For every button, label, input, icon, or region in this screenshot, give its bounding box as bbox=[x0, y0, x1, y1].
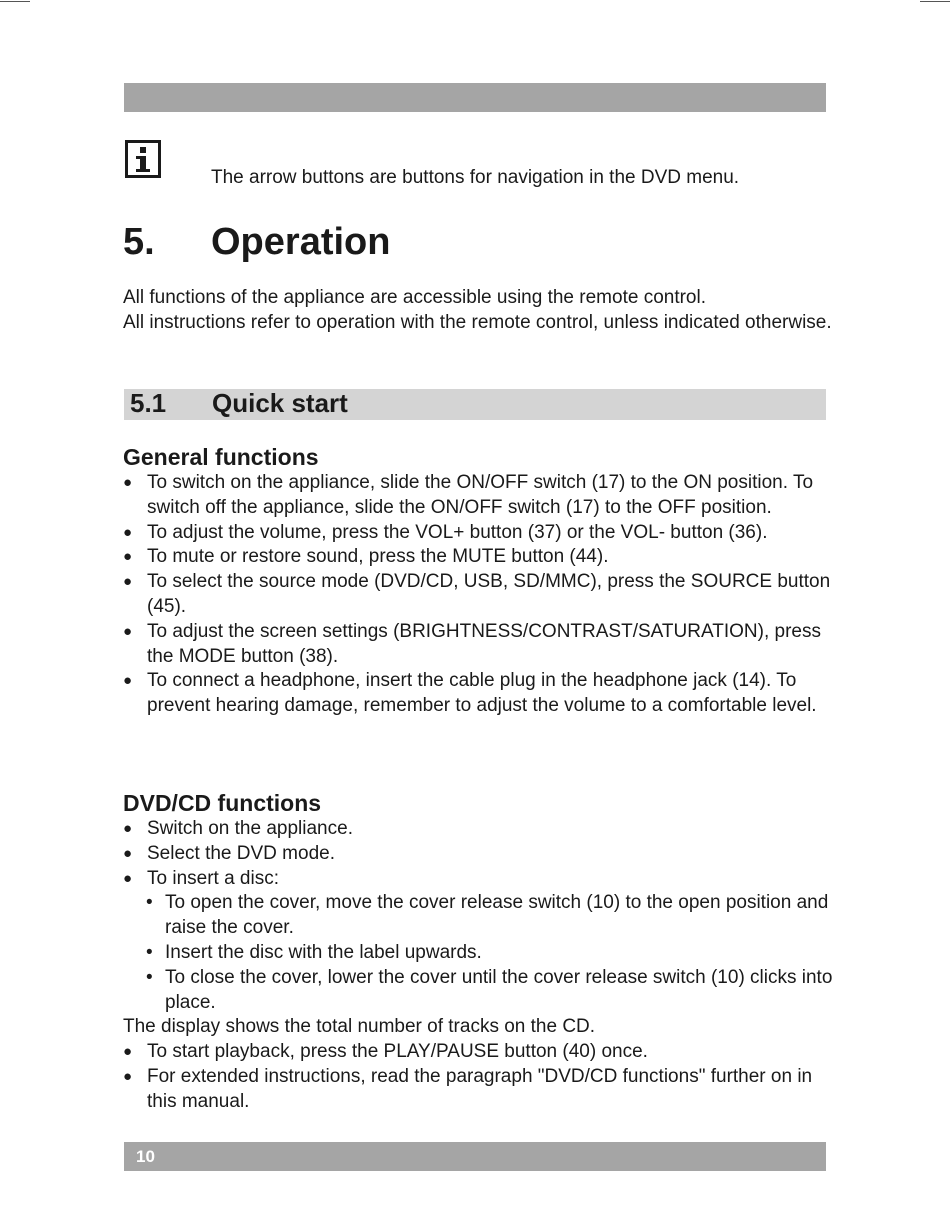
crop-mark-left bbox=[0, 1, 30, 2]
list-item: ● For extended instructions, read the paragraph "DVD/CD functions" further on in this manual. bbox=[123, 1065, 833, 1115]
insert-disc-steps bbox=[123, 891, 833, 1015]
list-item: ● To insert a disc: bbox=[123, 867, 833, 892]
general-functions-block bbox=[123, 443, 833, 719]
list-item: ● To adjust the screen settings (BRIGHTNESS/CONTRAST/SATURATION), press the MODE button (38). bbox=[123, 620, 833, 670]
dvd-functions-heading: DVD/CD functions bbox=[123, 790, 322, 816]
list-item: ● To switch on the appliance, slide the ON/OFF switch (17) to the ON position. To switch off the appliance, slide the ON/OFF switch (17) to the OFF position. bbox=[123, 471, 833, 521]
section-title bbox=[123, 219, 390, 265]
header-bar bbox=[124, 83, 826, 112]
list-item: ● To connect a headphone, insert the cable plug in the headphone jack (14). To prevent hearing damage, remember to adjust the volume to a comfortable level. bbox=[123, 669, 833, 719]
dvd-functions-block bbox=[123, 789, 833, 1115]
list-item: ● To select the source mode (DVD/CD, USB, SD/MMC), press the SOURCE button (45). bbox=[123, 570, 833, 620]
intro-line: All functions of the appliance are accessible using the remote control. bbox=[123, 287, 706, 308]
list-item: ● To mute or restore sound, press the MUTE button (44). bbox=[123, 545, 833, 570]
sub-list-item: • Insert the disc with the label upwards. bbox=[123, 941, 833, 966]
page-number: 10 bbox=[136, 1147, 155, 1166]
info-note: The arrow buttons are buttons for navigation in the DVD menu. bbox=[211, 167, 740, 188]
subsection-title bbox=[130, 386, 348, 420]
section-heading: Operation bbox=[211, 221, 391, 263]
list-item: ● Select the DVD mode. bbox=[123, 842, 833, 867]
intro-line: All instructions refer to operation with the remote control, unless indicated otherwise. bbox=[123, 312, 832, 333]
footer-bar bbox=[124, 1142, 826, 1171]
list-item: ● Switch on the appliance. bbox=[123, 817, 833, 842]
crop-mark-right bbox=[920, 1, 950, 2]
general-functions-list bbox=[123, 471, 833, 719]
list-item: ● To start playback, press the PLAY/PAUSE button (40) once. bbox=[123, 1040, 833, 1065]
info-icon bbox=[125, 140, 161, 178]
sub-list-item: • To open the cover, move the cover release switch (10) to the open position and raise the cover. bbox=[123, 891, 833, 941]
sub-list-item: • To close the cover, lower the cover until the cover release switch (10) clicks into place. bbox=[123, 966, 833, 1016]
dvd-functions-list bbox=[123, 817, 833, 891]
dvd-functions-list-continued bbox=[123, 1040, 833, 1114]
general-functions-heading: General functions bbox=[123, 444, 319, 470]
intro-text bbox=[123, 285, 843, 335]
section-number: 5. bbox=[123, 221, 155, 263]
display-note: The display shows the total number of tracks on the CD. bbox=[123, 1016, 596, 1038]
subsection-number: 5.1 bbox=[130, 388, 167, 418]
list-item: ● To adjust the volume, press the VOL+ button (37) or the VOL- button (36). bbox=[123, 521, 833, 546]
subsection-heading: Quick start bbox=[212, 388, 348, 418]
